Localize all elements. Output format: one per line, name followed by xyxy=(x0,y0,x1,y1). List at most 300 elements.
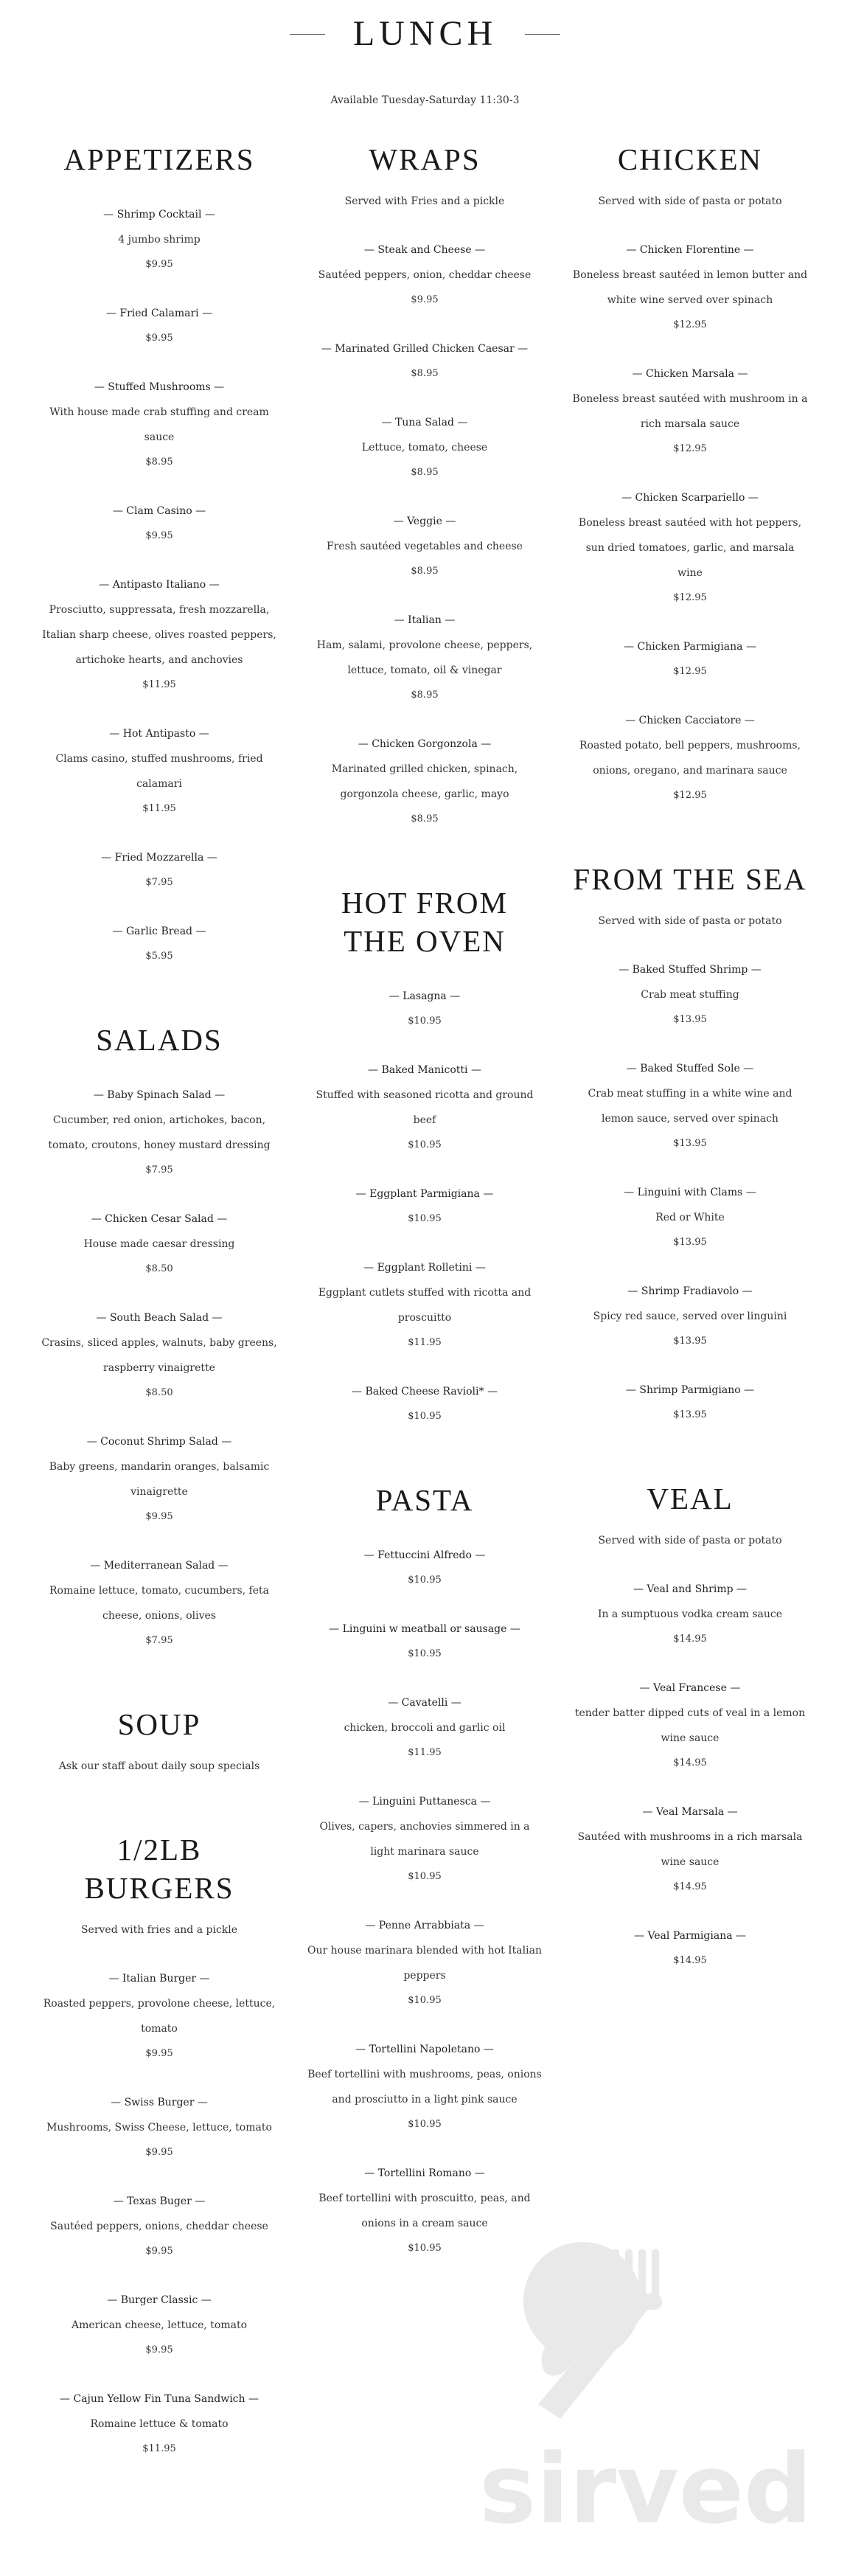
menu-item-title: Mediterranean Salad xyxy=(103,1560,215,1572)
menu-item-name xyxy=(27,1207,292,1232)
menu-column-3 xyxy=(557,140,823,1973)
menu-item-description: 4 jumbo shrimp xyxy=(118,234,201,246)
menu-item-price: $9.95 xyxy=(145,1511,173,1522)
menu-item-description: Prosciutto, suppressata, fresh mozzarella, Italian sharp cheese, olives roasted peppers, artichoke hearts, and anchovies xyxy=(42,604,276,666)
menu-item-name xyxy=(292,1617,557,1642)
dash-ornament: — xyxy=(479,1188,494,1200)
menu-item-description: In a sumptuous vodka cream sauce xyxy=(597,1608,783,1620)
dash-ornament: — xyxy=(453,417,468,428)
menu-item xyxy=(27,1429,292,1530)
menu-item-name xyxy=(27,2386,292,2412)
menu-item-price: $10.95 xyxy=(408,1139,442,1150)
menu-item-description: Crasins, sliced apples, walnuts, baby greens, raspberry vinaigrette xyxy=(41,1337,277,1374)
menu-item xyxy=(292,732,557,832)
menu-item xyxy=(292,1617,557,1667)
dash-ornament: — xyxy=(739,1063,754,1075)
menu-item xyxy=(27,1305,292,1406)
menu-item xyxy=(292,1543,557,1593)
menu-item-description: Boneless breast sautéed with mushroom in a rich marsala sauce xyxy=(572,393,808,430)
menu-item xyxy=(27,572,292,698)
menu-item xyxy=(292,2037,557,2137)
dash-ornament: — xyxy=(358,738,372,750)
section-note: Served with fries and a pickle xyxy=(80,1924,238,1936)
menu-item-price: $10.95 xyxy=(408,2119,442,2130)
menu-item-name xyxy=(27,1966,292,1991)
section-note: Ask our staff about daily soup specials xyxy=(58,1760,260,1772)
section-title: CHICKEN xyxy=(617,142,763,176)
dash-ornament: — xyxy=(621,492,635,504)
dash-ornament: — xyxy=(203,852,217,864)
menu-item-title: Shrimp Fradiavolo xyxy=(641,1285,739,1297)
dash-ornament: — xyxy=(99,579,113,591)
menu-item-price: $10.95 xyxy=(408,1213,442,1224)
menu-item-name xyxy=(557,1378,823,1403)
dash-ornament: — xyxy=(355,2044,369,2055)
menu-item-name xyxy=(292,2037,557,2062)
menu-item-description: Stuffed with seasoned ricotta and ground beef xyxy=(316,1089,534,1126)
dash-ornament: — xyxy=(363,1262,377,1274)
menu-item xyxy=(557,1279,823,1354)
dash-ornament: — xyxy=(724,1806,738,1818)
menu-item-price: $8.95 xyxy=(411,690,439,701)
dash-ornament: — xyxy=(365,1920,379,1931)
menu-column-2 xyxy=(292,140,557,2261)
menu-item-title: Veggie xyxy=(407,515,442,527)
dash-ornament: — xyxy=(624,1187,638,1198)
menu-item-price: $8.50 xyxy=(145,1263,173,1274)
menu-item-name xyxy=(292,1058,557,1083)
menu-item-name xyxy=(557,1279,823,1304)
dash-ornament: — xyxy=(217,1436,232,1448)
menu-item-title: Baked Stuffed Shrimp xyxy=(632,964,748,976)
dash-ornament: — xyxy=(627,1285,641,1297)
menu-item-description: Red or White xyxy=(655,1212,725,1223)
dash-ornament: — xyxy=(626,244,640,256)
section-title: WRAPS xyxy=(369,142,481,176)
dash-ornament: — xyxy=(211,1089,226,1101)
menu-item-title: Eggplant Rolletini xyxy=(377,1262,473,1274)
menu-item-title: Tortellini Napoletano xyxy=(369,2044,481,2055)
menu-item-title: Veal Marsala xyxy=(655,1806,725,1818)
dash-ornament: — xyxy=(467,1064,481,1076)
menu-item-name xyxy=(27,572,292,597)
menu-item xyxy=(292,1058,557,1158)
menu-item-name xyxy=(292,732,557,757)
menu-item-name xyxy=(557,708,823,733)
section-note: Served with side of pasta or potato xyxy=(598,195,782,207)
menu-item-description: Fresh sautéed vegetables and cheese xyxy=(327,541,523,552)
dash-ornament: — xyxy=(476,1796,491,1808)
dash-ornament: — xyxy=(93,1089,108,1101)
menu-item-name xyxy=(27,2288,292,2313)
menu-item xyxy=(292,1181,557,1232)
menu-item-title: Cavatelli xyxy=(401,1697,448,1709)
menu-item-name xyxy=(557,1180,823,1205)
menu-item-title: Coconut Shrimp Salad xyxy=(100,1436,218,1448)
menu-item xyxy=(557,708,823,808)
menu-item-description: Beef tortellini with proscuitto, peas, and onions in a cream sauce xyxy=(318,2193,531,2229)
menu-item-price: $14.95 xyxy=(673,1757,707,1768)
menu-item-name xyxy=(27,1305,292,1330)
menu-item-name xyxy=(292,1690,557,1715)
dash-ornament: — xyxy=(60,2393,74,2405)
menu-item-price: $12.95 xyxy=(673,666,707,677)
menu-item-name xyxy=(557,957,823,982)
menu-item-name xyxy=(557,237,823,263)
menu-item xyxy=(27,2288,292,2363)
menu-item-price: $8.95 xyxy=(145,456,173,468)
dash-ornament: — xyxy=(363,244,378,256)
menu-item-description: Clams casino, stuffed mushrooms, fried calamari xyxy=(55,753,263,790)
menu-item-price: $8.95 xyxy=(411,566,439,577)
menu-item-name xyxy=(557,1676,823,1701)
menu-item-price: $13.95 xyxy=(673,1409,707,1420)
menu-item-name xyxy=(557,634,823,659)
menu-item-title: Baked Manicotti xyxy=(381,1064,468,1076)
menu-item-description: Marinated grilled chicken, spinach, gorgonzola cheese, garlic, mayo xyxy=(331,763,518,800)
section-title: VEAL xyxy=(647,1482,734,1516)
dash-ornament: — xyxy=(477,738,492,750)
menu-item-name xyxy=(292,2161,557,2186)
menu-item-name xyxy=(292,1789,557,1814)
menu-item-title: Chicken Cesar Salad xyxy=(105,1213,214,1225)
dash-ornament: — xyxy=(206,579,220,591)
menu-item xyxy=(557,1577,823,1652)
menu-item-name xyxy=(27,2090,292,2115)
menu-item-description: Sautéed peppers, onion, cheddar cheese xyxy=(318,269,532,281)
menu-item-price: $11.95 xyxy=(408,1337,442,1348)
menu-item-description: Our house marinara blended with hot Italian peppers xyxy=(307,1945,542,1982)
menu-item-title: Hot Antipasto xyxy=(122,728,196,740)
dash-ornament: — xyxy=(447,1697,461,1709)
dash-ornament: — xyxy=(209,1312,223,1324)
dash-ornament: — xyxy=(741,715,755,726)
menu-item-price: $12.95 xyxy=(673,790,707,801)
dash-ornament: — xyxy=(358,1796,373,1808)
dash-ornament: — xyxy=(389,990,403,1002)
menu-item-title: Baby Spinach Salad xyxy=(107,1089,212,1101)
dash-ornament: — xyxy=(624,641,638,653)
dash-ornament: — xyxy=(112,926,126,937)
menu-item xyxy=(27,2386,292,2462)
dash-ornament: — xyxy=(201,209,215,221)
menu-header xyxy=(0,13,850,54)
section-from-the-sea xyxy=(557,860,823,1428)
menu-item xyxy=(292,608,557,708)
dash-ornament: — xyxy=(470,1920,484,1931)
dash-ornament: — xyxy=(633,1930,648,1942)
menu-item-price: $10.95 xyxy=(408,1648,442,1659)
menu-item xyxy=(292,336,557,386)
menu-item-description: Roasted peppers, provolone cheese, lettuce, tomato xyxy=(43,1998,276,2035)
menu-item xyxy=(27,2090,292,2165)
page-title: LUNCH xyxy=(352,14,498,53)
dash-ornament: — xyxy=(625,1384,640,1396)
menu-item-price: $8.95 xyxy=(411,368,439,379)
dash-ornament: — xyxy=(734,368,748,380)
dash-ornament: — xyxy=(633,1583,647,1595)
watermark-text: sirved xyxy=(479,2433,813,2544)
menu-item-price: $13.95 xyxy=(673,1014,707,1025)
menu-item-price: $10.95 xyxy=(408,1575,442,1586)
menu-item xyxy=(27,1966,292,2066)
dash-ornament: — xyxy=(632,368,646,380)
menu-item-title: Chicken Cacciatore xyxy=(638,715,742,726)
menu-item-description: Romaine lettuce & tomato xyxy=(90,2418,229,2430)
menu-item-title: Italian Burger xyxy=(122,1973,197,1985)
menu-item xyxy=(557,1676,823,1776)
dash-ornament: — xyxy=(442,515,456,527)
menu-item xyxy=(27,202,292,277)
menu-item-title: Eggplant Parmigiana xyxy=(369,1188,480,1200)
menu-item-price: $10.95 xyxy=(408,1871,442,1882)
menu-item-title: Antipasto Italiano xyxy=(112,579,206,591)
menu-item-description: Crab meat stuffing in a white wine and lemon sauce, served over spinach xyxy=(588,1088,792,1125)
menu-item-description: chicken, broccoli and garlic oil xyxy=(344,1722,506,1734)
dash-ornament: — xyxy=(739,1285,753,1297)
menu-item xyxy=(292,1255,557,1355)
menu-item-price: $9.95 xyxy=(411,294,439,305)
menu-item-description: tender batter dipped cuts of veal in a lemon wine sauce xyxy=(574,1707,806,1744)
section-wraps xyxy=(292,140,557,832)
menu-item xyxy=(292,410,557,485)
menu-item xyxy=(27,499,292,549)
menu-item xyxy=(557,1799,823,1900)
dash-ornament: — xyxy=(642,1806,656,1818)
menu-item-name xyxy=(557,485,823,510)
menu-item-title: Stuffed Mushrooms xyxy=(108,381,211,393)
dash-ornament: — xyxy=(506,1623,520,1635)
dash-ornament: — xyxy=(107,2294,121,2306)
menu-item-name xyxy=(27,375,292,400)
menu-item-title: Chicken Florentine xyxy=(639,244,741,256)
menu-item-title: Chicken Scarpariello xyxy=(635,492,745,504)
menu-item xyxy=(557,1378,823,1428)
dash-ornament: — xyxy=(639,1682,654,1694)
menu-item-price: $7.95 xyxy=(145,1164,173,1176)
menu-item xyxy=(292,1690,557,1766)
menu-item-price: $9.95 xyxy=(145,333,173,344)
menu-item-title: Veal and Shrimp xyxy=(647,1583,734,1595)
menu-item-name xyxy=(557,1923,823,1948)
dash-ornament: — xyxy=(355,1188,370,1200)
menu-column-1 xyxy=(27,140,292,2462)
menu-item-name xyxy=(27,721,292,746)
menu-item-title: Clam Casino xyxy=(126,505,192,517)
menu-item-description: Beef tortellini with mushrooms, peas, onions and prosciutto in a light pink sauce xyxy=(307,2069,542,2105)
section-veal xyxy=(557,1479,823,1973)
menu-item-name xyxy=(292,608,557,633)
dash-ornament: — xyxy=(321,343,335,355)
menu-item-title: Chicken Parmigiana xyxy=(637,641,743,653)
menu-item-price: $11.95 xyxy=(408,1747,442,1758)
menu-item xyxy=(292,984,557,1034)
menu-item-name xyxy=(557,1056,823,1081)
menu-item-description: Romaine lettuce, tomato, cucumbers, feta cheese, onions, olives xyxy=(49,1585,269,1622)
menu-item-description: American cheese, lettuce, tomato xyxy=(71,2319,248,2331)
menu-item-title: Marinated Grilled Chicken Caesar xyxy=(335,343,515,355)
section-note: Served with side of pasta or potato xyxy=(598,915,782,927)
menu-item xyxy=(27,845,292,895)
dash-ornament: — xyxy=(192,505,206,517)
section-soup xyxy=(27,1705,292,1779)
menu-item-name xyxy=(292,984,557,1009)
menu-item xyxy=(292,237,557,313)
menu-item-title: Lasagna xyxy=(403,990,447,1002)
menu-item xyxy=(27,375,292,475)
dash-ornament: — xyxy=(103,209,117,221)
dash-ornament: — xyxy=(210,381,225,393)
menu-item-price: $12.95 xyxy=(673,592,707,603)
menu-item-description: Boneless breast sautéed with hot peppers, sun dried tomatoes, garlic, and marsala wine xyxy=(578,517,802,579)
menu-item-description: Crab meat stuffing xyxy=(641,989,739,1001)
menu-item-price: $14.95 xyxy=(673,1881,707,1892)
menu-item xyxy=(27,1553,292,1653)
menu-item-price: $14.95 xyxy=(673,1955,707,1966)
menu-item-title: Garlic Bread xyxy=(125,926,193,937)
menu-item-description: With house made crab stuffing and cream sauce xyxy=(49,406,269,443)
dash-ornament: — xyxy=(619,964,633,976)
menu-item xyxy=(557,485,823,611)
dash-ornament: — xyxy=(388,1697,402,1709)
dash-ornament: — xyxy=(471,1549,486,1561)
dash-ornament: — xyxy=(213,1213,228,1225)
section-title: HOT FROM THE OVEN xyxy=(341,886,508,958)
menu-item xyxy=(27,1207,292,1282)
menu-item-name xyxy=(292,336,557,361)
menu-item-title: Tortellini Romano xyxy=(377,2167,472,2179)
menu-item-title: Chicken Gorgonzola xyxy=(372,738,478,750)
menu-item-price: $11.95 xyxy=(142,2443,176,2454)
menu-item-name xyxy=(557,1799,823,1825)
dash-ornament: — xyxy=(96,1312,110,1324)
menu-item xyxy=(557,1180,823,1255)
menu-item-description: Lettuce, tomato, cheese xyxy=(361,442,488,454)
menu-item xyxy=(27,1083,292,1183)
dash-ornament: — xyxy=(626,1063,641,1075)
section-title: APPETIZERS xyxy=(63,142,255,176)
dash-ornament: — xyxy=(191,2195,206,2207)
dash-ornament: — xyxy=(733,1583,748,1595)
menu-item-price: $8.95 xyxy=(411,813,439,824)
dash-ornament: — xyxy=(108,1973,122,1985)
dash-ornament: — xyxy=(732,1930,747,1942)
menu-item-title: Fettuccini Alfredo xyxy=(377,1549,472,1561)
dash-ornament: — xyxy=(198,308,213,319)
menu-item-title: Shrimp Cocktail xyxy=(116,209,202,221)
menu-item-price: $10.95 xyxy=(408,1016,442,1027)
menu-item-title: Burger Classic xyxy=(120,2294,198,2306)
dash-ornament: — xyxy=(394,614,408,626)
menu-item-name xyxy=(292,1543,557,1568)
menu-item xyxy=(557,634,823,684)
menu-item-name xyxy=(292,237,557,263)
menu-item-name xyxy=(292,509,557,534)
menu-item xyxy=(557,1056,823,1156)
menu-item-description: Sautéed peppers, onions, cheddar cheese xyxy=(50,2221,268,2232)
menu-item-title: Baked Stuffed Sole xyxy=(640,1063,740,1075)
section-note: Served with Fries and a pickle xyxy=(344,195,505,207)
menu-item-price: $13.95 xyxy=(673,1336,707,1347)
dash-ornament: — xyxy=(381,417,396,428)
menu-item-price: $10.95 xyxy=(408,1995,442,2006)
menu-item-description: Baby greens, mandarin oranges, balsamic vinaigrette xyxy=(49,1461,270,1498)
section-chicken xyxy=(557,140,823,808)
dash-ornament: — xyxy=(471,244,486,256)
menu-item xyxy=(292,1379,557,1429)
menu-item xyxy=(27,301,292,351)
dash-ornament: — xyxy=(742,1187,756,1198)
menu-item-price: $14.95 xyxy=(673,1634,707,1645)
menu-item xyxy=(292,1789,557,1889)
menu-item-title: Linguini w meatball or sausage xyxy=(342,1623,507,1635)
menu-item-name xyxy=(27,301,292,326)
menu-item-name xyxy=(292,1913,557,1938)
dash-ornament: — xyxy=(393,515,408,527)
dash-ornament: — xyxy=(91,1213,105,1225)
menu-item-description: Eggplant cutlets stuffed with ricotta and proscuitto xyxy=(318,1287,532,1324)
section-title: PASTA xyxy=(375,1483,474,1517)
menu-item-price: $9.95 xyxy=(145,259,173,270)
menu-item xyxy=(292,1913,557,2013)
menu-item-price: $8.50 xyxy=(145,1387,173,1398)
menu-item-price: $10.95 xyxy=(408,2243,442,2254)
dash-ornament: — xyxy=(90,1560,104,1572)
sirved-watermark-logo xyxy=(472,2235,818,2544)
dash-ornament: — xyxy=(352,1386,366,1398)
menu-item-title: Baked Cheese Ravioli* xyxy=(365,1386,484,1398)
menu-item-description: Spicy red sauce, served over linguini xyxy=(593,1310,787,1322)
menu-item-title: Chicken Marsala xyxy=(645,368,734,380)
menu-item-description: Sautéed with mushrooms in a rich marsala wine sauce xyxy=(577,1831,803,1868)
dash-ornament: — xyxy=(368,1064,382,1076)
dash-ornament: — xyxy=(748,964,762,976)
menu-item-description: Boneless breast sautéed in lemon butter and white wine served over spinach xyxy=(572,269,808,306)
menu-item-title: Linguini Puttanesca xyxy=(372,1796,477,1808)
menu-item-name xyxy=(27,2189,292,2214)
menu-item-price: $9.95 xyxy=(145,2048,173,2059)
dash-ornament: — xyxy=(94,381,108,393)
menu-item-description: House made caesar dressing xyxy=(83,1238,235,1250)
menu-item-price: $13.95 xyxy=(673,1138,707,1149)
dash-ornament: — xyxy=(192,926,206,937)
dash-ornament: — xyxy=(446,990,461,1002)
menu-item-name xyxy=(292,1379,557,1404)
dash-ornament: — xyxy=(364,2167,378,2179)
menu-item-price: $8.95 xyxy=(411,467,439,478)
menu-item xyxy=(557,361,823,462)
dash-ornament: — xyxy=(109,728,123,740)
section-appetizers xyxy=(27,140,292,969)
section-title: SALADS xyxy=(96,1023,223,1057)
menu-item-title: Fried Mozzarella xyxy=(114,852,204,864)
dash-ornament: — xyxy=(112,505,127,517)
dash-ornament: — xyxy=(740,244,754,256)
menu-item-price: $7.95 xyxy=(145,877,173,888)
dash-ornament: — xyxy=(441,614,456,626)
menu-item-title: Italian xyxy=(408,614,442,626)
dash-ornament: — xyxy=(215,1560,229,1572)
menu-item-name xyxy=(27,1429,292,1454)
menu-item-name xyxy=(27,1083,292,1108)
menu-item-title: Veal Francese xyxy=(653,1682,727,1694)
menu-item-price: $9.95 xyxy=(145,2246,173,2257)
menu-item-title: South Beach Salad xyxy=(109,1312,209,1324)
menu-item-name xyxy=(27,202,292,227)
dash-ornament: — xyxy=(196,1973,210,1985)
menu-item-description: Ham, salami, provolone cheese, peppers, lettuce, tomato, oil & vinegar xyxy=(316,639,533,676)
menu-item-name xyxy=(27,499,292,524)
